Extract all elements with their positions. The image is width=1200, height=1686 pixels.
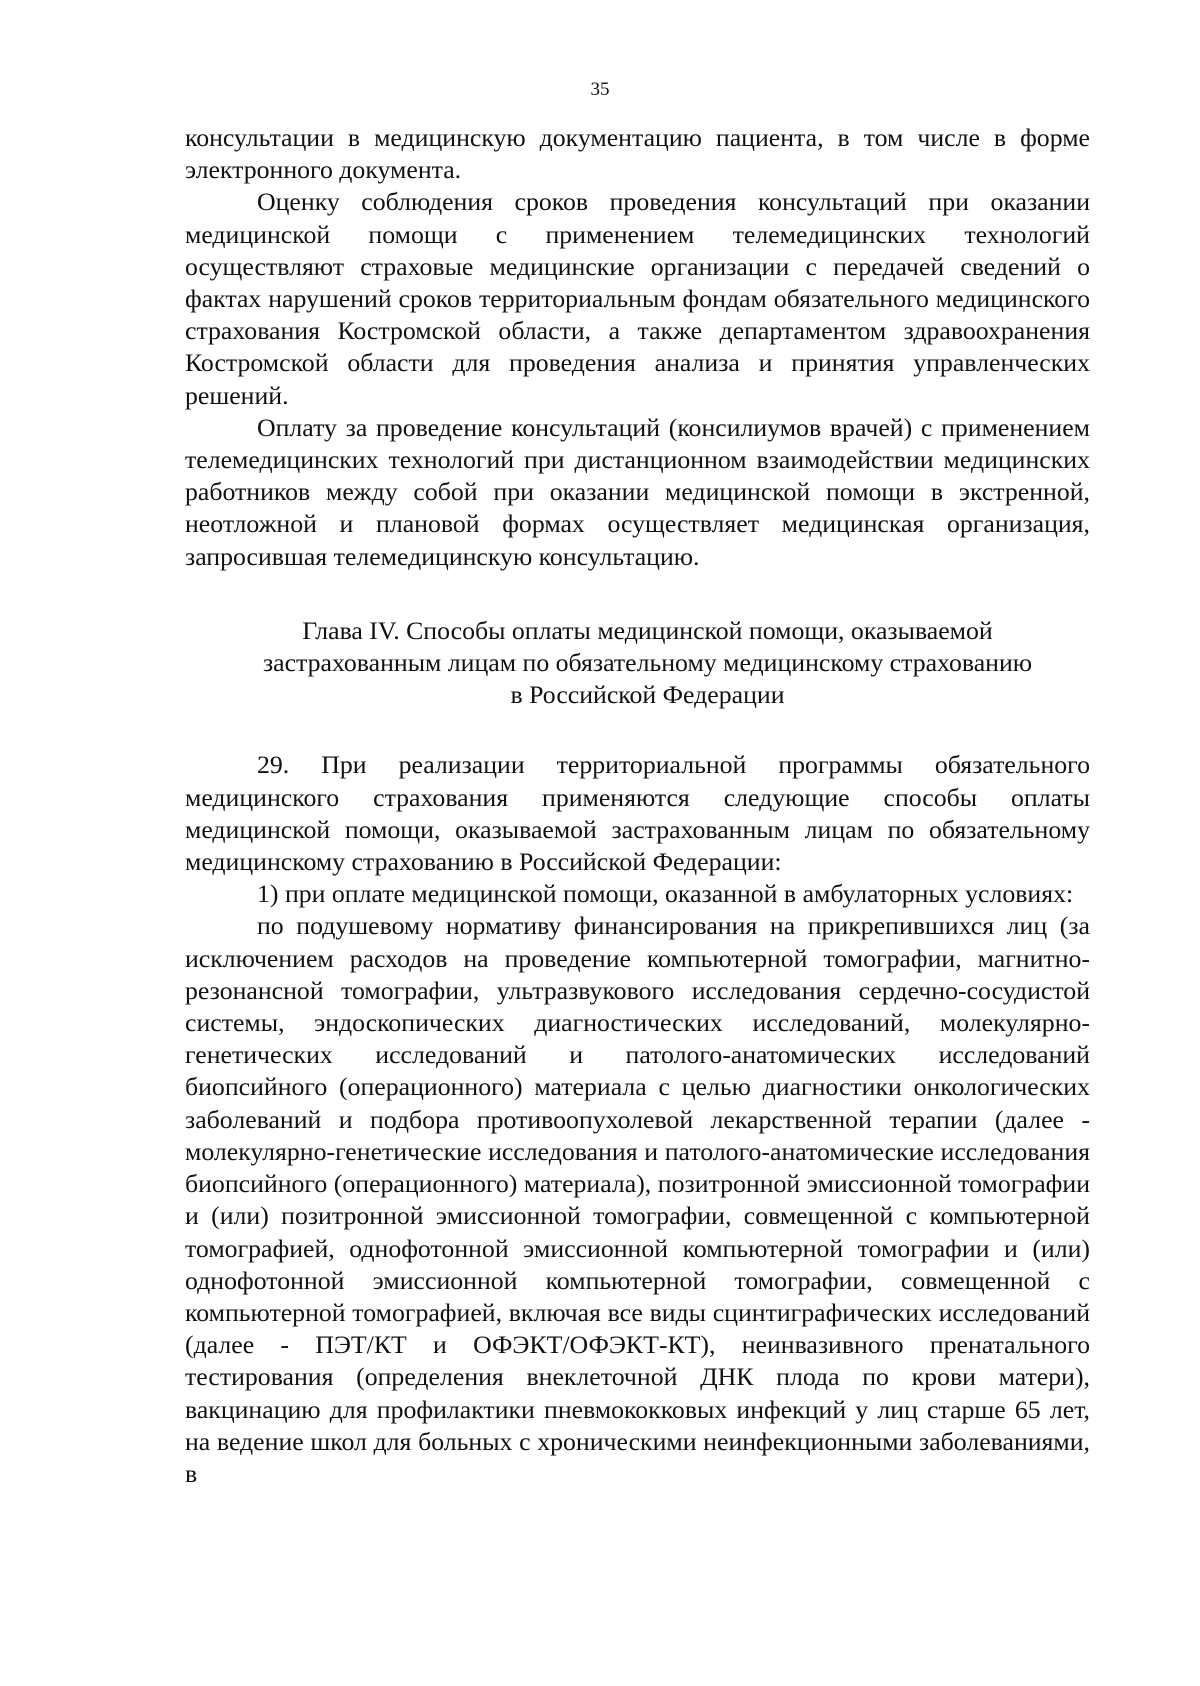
- chapter-heading-line-3: в Российской Федерации: [510, 680, 785, 710]
- paragraph-per-capita-financing: по подушевому нормативу финансирования на прикрепившихся лиц (за исключением расходов на проведение компьютерной томографии, магнитно-резонансной томографии, ультразвукового исследования сердечно-сосудистой системы, эндоскопических диагностических исследований, молекулярно-генетических исследований и патолого-анатомических исследований биопсийного (операционного) материала с целью диагностики онкологических заболеваний и подбора противоопухолевой лекарственной терапии (далее - молекулярно-генетические исследования и патолого-анатомические исследования биопсийного (операционного) материала), позитронной эмиссионной томографии и (или) позитронной эмиссионной томографии, совмещенной с компьютерной томографией, однофотонной эмиссионной компьютерной томографии и (или) однофотонной эмиссионной компьютерной томографии, совмещенной с компьютерной томографией, включая все виды сцинтиграфических исследований (далее - ПЭТ/КТ и ОФЭКТ/ОФЭКТ-КТ), неинвазивного пренатального тестирования (определения внеклеточной ДНК плода по крови матери), вакцинацию для профилактики пневмококковых инфекций у лиц старше 65 лет, на ведение школ для больных с хроническими неинфекционными заболеваниями, в: [185, 911, 1090, 1488]
- paragraph-subitem-1: 1) при оплате медицинской помощи, оказанной в амбулаторных условиях:: [257, 879, 1074, 909]
- paragraph-consultation-payment: Оплату за проведение консультаций (консилиумов врачей) с применением телемедицинских технологий при дистанционном взаимодействии медицинских работников между собой при оказании медицинской помощи в экстренной, неотложной и плановой формах осуществляет медицинская организация, запросившая телемедицинскую консультацию.: [185, 412, 1090, 571]
- paragraph-consultation-assessment: Оценку соблюдения сроков проведения консультаций при оказании медицинской помощи с применением телемедицинских технологий осуществляют страховые медицинские организации с передачей сведений о фактах нарушений сроков территориальным фондам обязательного медицинского страхования Костромской области, а также департаментом здравоохранения Костромской области для проведения анализа и принятия управленческих решений.: [185, 187, 1090, 410]
- paragraph-item-29: 29. При реализации территориальной программы обязательного медицинского страхования применяются следующие способы оплаты медицинской помощи, оказываемой застрахованным лицам по обязательному медицинскому страхованию в Российской Федерации:: [185, 750, 1090, 877]
- paragraph-continuation: консультации в медицинскую документацию пациента, в том числе в форме электронного документа.: [185, 123, 1090, 185]
- chapter-heading: [185, 615, 1090, 712]
- chapter-heading-line-1: Глава IV. Способы оплаты медицинской помощи, оказываемой: [302, 615, 993, 645]
- document-body: [185, 122, 1090, 1490]
- chapter-heading-line-2: застрахованным лицам по обязательному медицинскому страхованию: [262, 648, 1033, 678]
- page-number: 35: [590, 79, 610, 100]
